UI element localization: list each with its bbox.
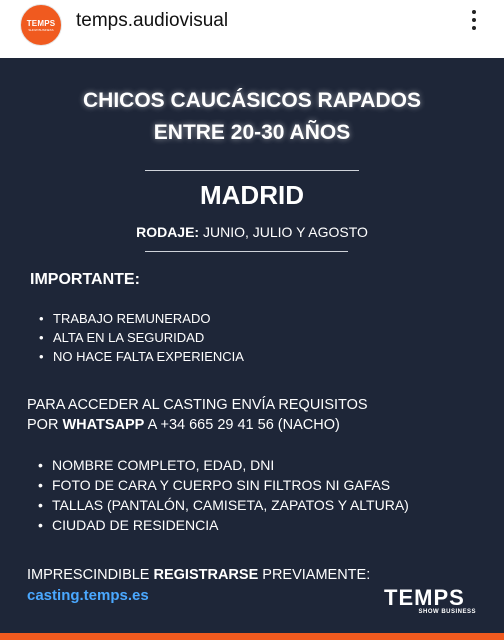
important-heading: IMPORTANTE: xyxy=(30,271,140,288)
post-title-line1: CHICOS CAUCÁSICOS RAPADOS xyxy=(83,89,421,112)
brand-name: TEMPS xyxy=(384,585,465,610)
more-vertical-icon[interactable] xyxy=(466,10,482,36)
important-list xyxy=(39,309,244,366)
post-header xyxy=(0,0,504,58)
access-line2 xyxy=(27,415,368,435)
phone-number: A +34 665 29 41 56 (NACHO) xyxy=(144,417,340,433)
list-item: • TALLAS (PANTALÓN, CAMISETA, ZAPATOS Y ALTURA) xyxy=(38,495,409,515)
more-dot xyxy=(472,18,476,22)
shoot-label: RODAJE: xyxy=(136,224,200,240)
register-pre: IMPRESCINDIBLE xyxy=(27,567,154,583)
username-link[interactable]: temps.audiovisual xyxy=(76,10,229,31)
list-item: • TRABAJO REMUNERADO xyxy=(39,309,244,328)
requirements-list xyxy=(38,455,409,535)
list-item: • CIUDAD DE RESIDENCIA xyxy=(38,515,409,535)
access-pre: POR xyxy=(27,417,63,433)
avatar-sub-text: SHOW BUSINESS xyxy=(28,27,54,32)
post-title-line2: ENTRE 20-30 AÑOS xyxy=(153,121,351,144)
post-image xyxy=(0,58,504,633)
list-item: • NOMBRE COMPLETO, EDAD, DNI xyxy=(38,455,409,475)
access-line1: PARA ACCEDER AL CASTING ENVÍA REQUISITOS xyxy=(27,397,368,413)
access-instructions xyxy=(27,395,368,435)
casting-link[interactable]: casting.temps.es xyxy=(27,587,149,604)
register-post: PREVIAMENTE: xyxy=(258,567,371,583)
brand-subtitle: SHOW BUSINESS xyxy=(418,609,476,615)
shoot-dates xyxy=(0,224,504,240)
city-heading: MADRID xyxy=(200,180,304,210)
more-dot xyxy=(472,26,476,30)
list-item: • ALTA EN LA SEGURIDAD xyxy=(39,328,244,347)
list-item: • NO HACE FALTA EXPERIENCIA xyxy=(39,347,244,366)
register-note xyxy=(27,565,370,585)
divider-top xyxy=(145,170,359,171)
profile-avatar[interactable] xyxy=(20,4,62,46)
brand-logo xyxy=(384,587,484,623)
whatsapp-label: WHATSAPP xyxy=(62,417,145,433)
register-bold: REGISTRARSE xyxy=(153,567,259,583)
shoot-dates-value: JUNIO, JULIO Y AGOSTO xyxy=(199,224,368,240)
divider-bottom xyxy=(145,251,348,252)
accent-bar xyxy=(0,633,504,640)
list-item: • FOTO DE CARA Y CUERPO SIN FILTROS NI GAFAS xyxy=(38,475,409,495)
more-dot xyxy=(472,10,476,14)
avatar-logo-text: TEMPS xyxy=(26,18,56,28)
